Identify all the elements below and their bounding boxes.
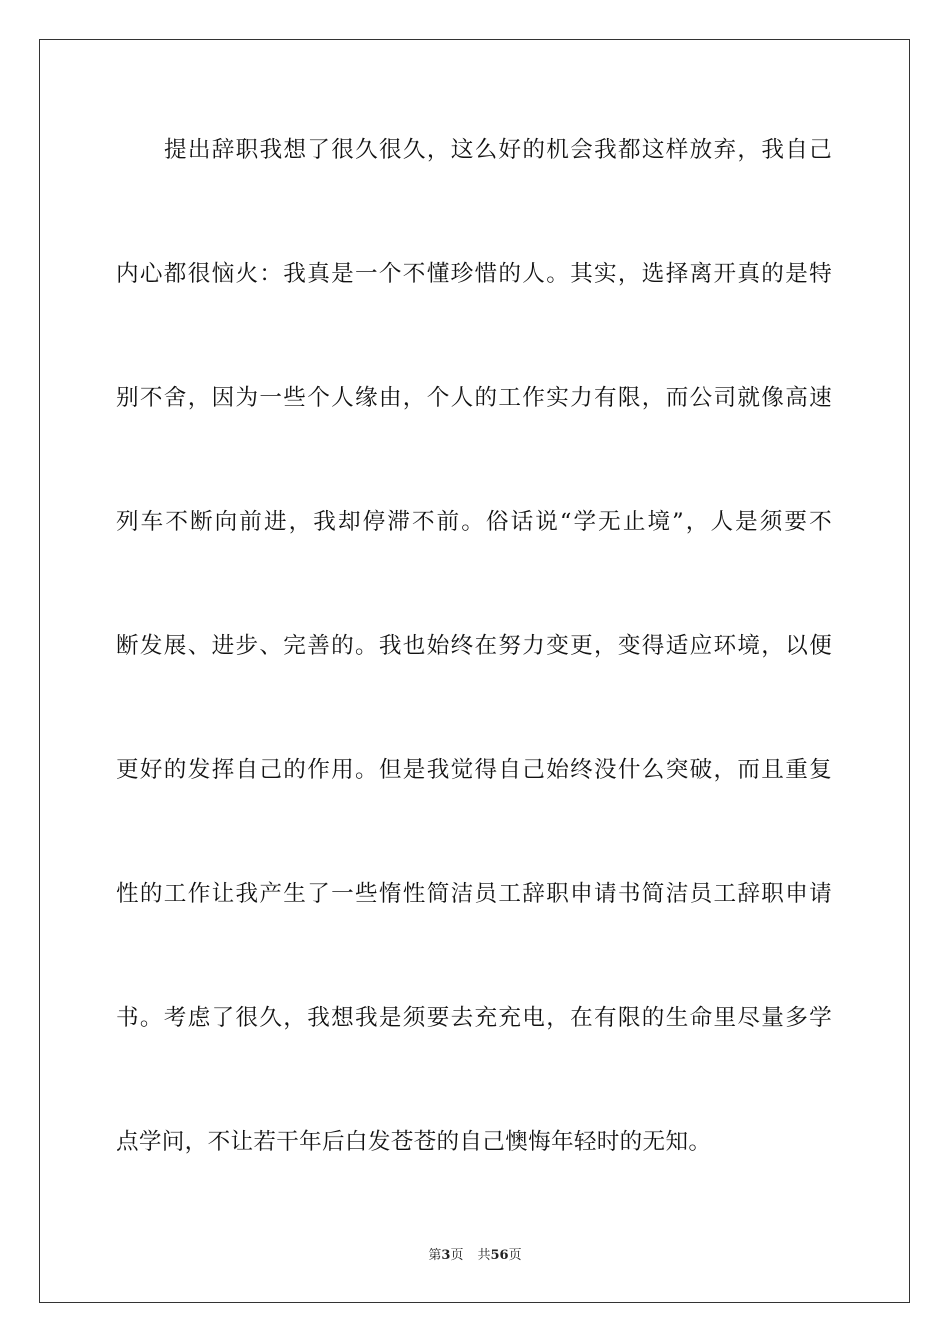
paragraph-line: 内心都很恼火：我真是一个不懂珍惜的人。其实，选择离开真的是特 — [116, 261, 832, 287]
paragraph-line: 性的工作让我产生了一些惰性简洁员工辞职申请书简洁员工辞职申请 — [116, 881, 832, 907]
page-prefix: 第 — [428, 1248, 442, 1263]
page-number: 3 — [441, 1248, 451, 1263]
paragraph-line: 书。考虑了很久，我想我是须要去充充电，在有限的生命里尽量多学 — [116, 1005, 832, 1031]
total-prefix: 共 — [477, 1248, 491, 1263]
page-border — [39, 39, 910, 1303]
paragraph-line: 更好的发挥自己的作用。但是我觉得自己始终没什么突破，而且重复 — [116, 757, 832, 783]
page-footer — [0, 1246, 950, 1266]
total-pages: 56 — [490, 1248, 509, 1263]
paragraph-line: 点学问，不让若干年后白发苍苍的自己懊悔年轻时的无知。 — [116, 1129, 712, 1155]
paragraph-line: 列车不断向前进，我却停滞不前。俗话说“学无止境”，人是须要不 — [116, 509, 832, 535]
paragraph-line: 断发展、进步、完善的。我也始终在努力变更，变得适应环境，以便 — [116, 633, 832, 659]
paragraph-line: 别不舍，因为一些个人缘由，个人的工作实力有限，而公司就像高速 — [116, 385, 832, 411]
paragraph-line: 提出辞职我想了很久很久，这么好的机会我都这样放弃，我自己 — [164, 137, 832, 163]
page-suffix: 页 — [450, 1248, 464, 1263]
total-suffix: 页 — [508, 1248, 522, 1263]
